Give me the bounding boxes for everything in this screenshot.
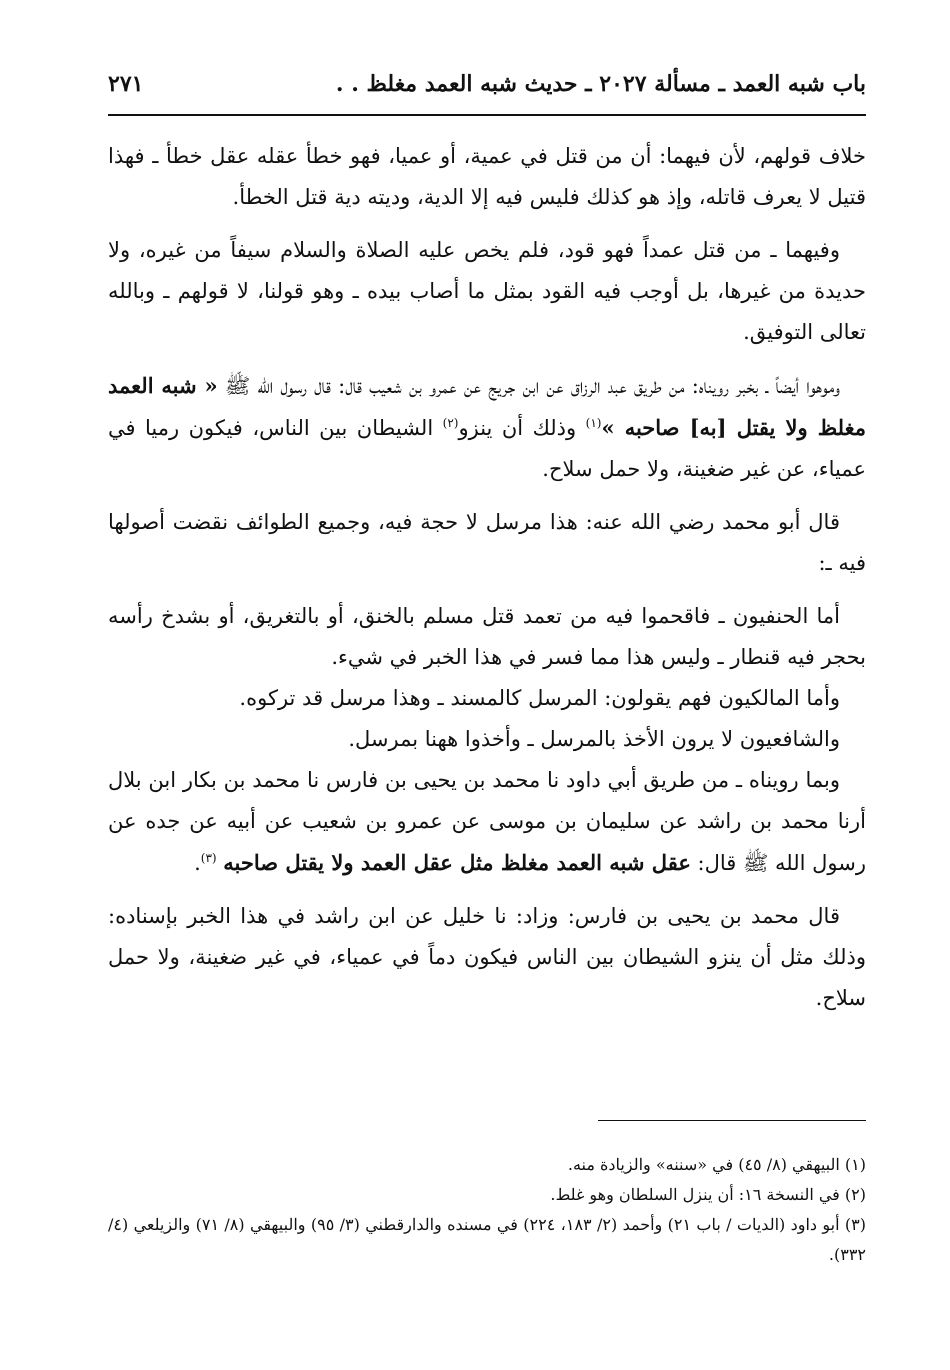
paragraph-text: الشيطان بين الناس، فيكون رميا في عمياء، عن غير ضغينة، ولا حمل سلاح. — [108, 416, 866, 481]
page-number: ٢٧١ — [108, 71, 144, 97]
running-header — [108, 62, 866, 106]
footnote-ref: (٢) — [442, 416, 459, 430]
footnotes — [108, 1150, 866, 1270]
paragraph — [108, 760, 866, 884]
footnote-divider — [598, 1120, 866, 1121]
paragraph: خلاف قولهم، لأن فيهما: أن من قتل في عمية، أو عميا، فهو خطأ عقله عقل خطأ ـ فهذا قتيل لا يعرف قاتله، وإذ هو كذلك فليس فيه إلا الدية، وديته دية قتل الخطأ. — [108, 144, 866, 209]
footnote-ref: (٣) — [200, 851, 217, 865]
footnote: (٣) أبو داود (الديات / باب ٢١) وأحمد (٢/ ١٨٣، ٢٢٤) في مسنده والدارقطني (٣/ ٩٥) والبيهقي (٨/ ٧١) والزيلعي (٤/ ٣٣٢). — [108, 1215, 866, 1264]
footnote: (١) البيهقي (٨/ ٤٥) في «سننه» والزيادة منه. — [567, 1155, 866, 1174]
hadith-quote: « شبه العمد مغلظ ولا يقتل [به] صاحبه » — [108, 373, 866, 440]
paragraph-text: وبما رويناه ـ من طريق أبي داود نا محمد بن يحيى بن فارس نا محمد بن بكار ابن بلال أرنا محمد بن راشد عن سليمان بن موسى عن عمرو بن شعيب عن أبيه عن جده عن رسول الله ﷺ قال: — [108, 768, 866, 875]
paragraph-text: . — [194, 851, 201, 875]
hadith-quote: عقل شبه العمد مغلظ مثل عقل العمد ولا يقتل صاحبه — [223, 850, 691, 875]
paragraph: والشافعيون لا يرون الأخذ بالمرسل ـ وأخذوا ههنا بمرسل. — [348, 727, 840, 751]
paragraph: قال أبو محمد رضي الله عنه: هذا مرسل لا حجة فيه، وجميع الطوائف نقضت أصولها فيه ـ: — [108, 510, 866, 575]
footnote: (٢) في النسخة ١٦: أن ينزل السلطان وهو غلط. — [550, 1185, 866, 1204]
footnote-ref: (١) — [585, 416, 602, 430]
main-text — [108, 136, 866, 1031]
paragraph — [108, 365, 866, 490]
header-divider — [108, 114, 866, 116]
chapter-title: باب شبه العمد ـ مسألة ٢٠٢٧ ـ حديث شبه العمد مغلظ . . — [335, 71, 866, 97]
paragraph: أما الحنفيون ـ فاقحموا فيه من تعمد قتل مسلم بالخنق، أو بالتغريق، أو بشدخ رأسه بحجر فيه قنطار ـ وليس هذا مما فسر في هذا الخبر في شيء. — [108, 604, 866, 669]
paragraph-text: وموهوا أيضاً ـ بخبر رويناه: من طريق عبد الرزاق عن ابن جريج عن عمرو بن شعيب قال: قال رسول الله ﷺ — [224, 374, 841, 398]
paragraph: وفيهما ـ من قتل عمداً فهو قود، فلم يخص عليه الصلاة والسلام سيفاً من غيره، ولا حديدة من غيرها، بل أوجب فيه القود بمثل ما أصاب بيده ـ وهو قولنا، لا قولهم ـ وبالله تعالى التوفيق. — [108, 238, 866, 344]
paragraph: قال محمد بن يحيى بن فارس: وزاد: نا خليل عن ابن راشد في هذا الخبر بإسناده: وذلك مثل أن ينزو الشيطان بين الناس فيكون دماً في عمياء، في غير ضغينة، ولا حمل سلاح. — [108, 904, 866, 1010]
paragraph-text: وذلك أن ينزو — [458, 416, 586, 440]
paragraph: وأما المالكيون فهم يقولون: المرسل كالمسند ـ وهذا مرسل قد تركوه. — [239, 686, 840, 710]
